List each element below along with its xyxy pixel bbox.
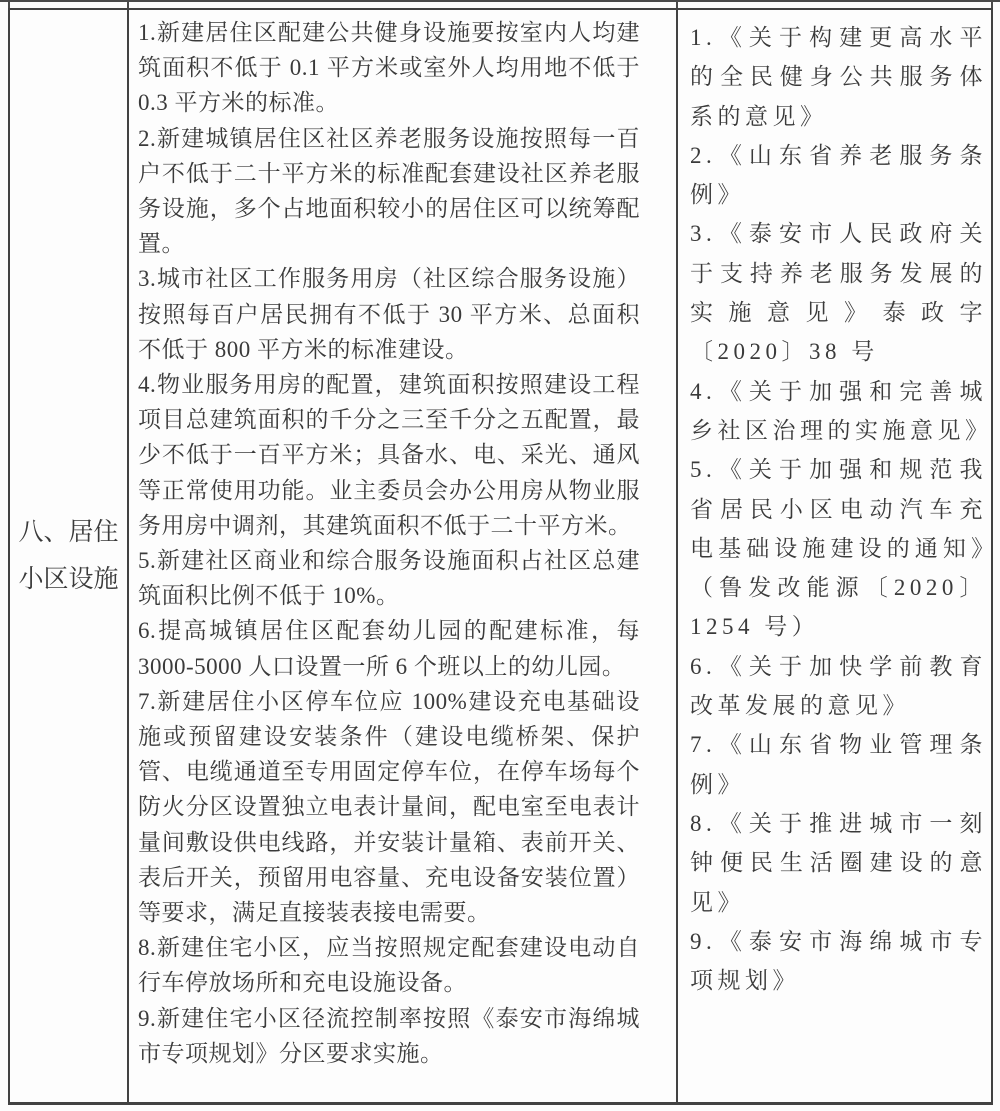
policy-document-item: 2.《山东省养老服务条例》 [690, 142, 987, 208]
table-top-gridline [0, 0, 1000, 2]
policy-document-item: 6.《关于加快学前教育改革发展的意见》 [690, 653, 987, 719]
standard-item: 2.新建城镇居住区社区养老服务设施按照每一百户不低于二十平方米的标准配套建设社区养老服务设施，多个占地面积较小的居住区可以统筹配置。 [138, 125, 640, 257]
policy-document-item: 1.《关于构建更高水平的全民健身公共服务体系的意见》 [690, 25, 987, 129]
policy-document-item: 9.《泰安市海绵城市专项规划》 [690, 928, 987, 994]
policy-document-item: 7.《山东省物业管理条例》 [690, 732, 987, 797]
standard-item: 5.新建社区商业和综合服务设施面积占社区总建筑面积比例不低于 10%。 [138, 548, 640, 609]
policy-documents-cell [678, 10, 991, 1102]
facilities-table-row [8, 8, 993, 1105]
standard-item: 7.新建居住小区停车位应 100%建设充电基础设施或预留建设安装条件（建设电缆桥架、保护管、电缆通道至专用固定停车位，在停车场每个防火分区设置独立电表计量间，配电室至电表计量间敷设供电线路，并安装计量箱、表前开关、表后开关，预留用电容量、充电设备安装位置）等要求，满足直接装表接电需要。 [138, 688, 640, 926]
standard-item: 3.城市社区工作服务用房（社区综合服务设施）按照每百户居民拥有不低于 30 平方米、总面积不低于 800 平方米的标准建设。 [138, 266, 640, 362]
policy-document-item: 3.《泰安市人民政府关于支持养老服务发展的实施意见》泰政字〔2020〕38 号 [690, 221, 987, 365]
row-header-cell [10, 10, 129, 1102]
policy-document-item: 4.《关于加强和完善城乡社区治理的实施意见》 [690, 378, 993, 443]
construction-standards-cell [129, 10, 678, 1102]
standard-item: 8.新建住宅小区，应当按照规定配套建设电动自行车停放场所和充电设施设备。 [138, 935, 640, 996]
standard-item: 4.物业服务用房的配置，建筑面积按照建设工程项目总建筑面积的千分之三至千分之五配置，最少不低于一百平方米；具备水、电、采光、通风等正常使用功能。业主委员会办公用房从物业服务用房中调剂，其建筑面积不低于二十平方米。 [138, 372, 640, 538]
standard-item: 6.提高城镇居住区配套幼儿园的配建标准，每 3000-5000 人口设置一所 6 个班以上的幼儿园。 [138, 618, 640, 679]
row-header-label: 八、居住小区设施 [18, 519, 119, 593]
policy-document-item: 8.《关于推进城市一刻钟便民生活圈建设的意见》 [690, 810, 987, 915]
policy-document-item: 5.《关于加强和规范我省居民小区电动汽车充电基础设施建设的通知》（鲁发改能源〔2020〕1254 号） [690, 457, 987, 640]
standard-item: 1.新建居住区配建公共健身设施要按室内人均建筑面积不低于 0.1 平方米或室外人均用地不低于 0.3 平方米的标准。 [138, 20, 640, 116]
standard-item: 9.新建住宅小区径流控制率按照《泰安市海绵城市专项规划》分区要求实施。 [138, 1005, 640, 1066]
